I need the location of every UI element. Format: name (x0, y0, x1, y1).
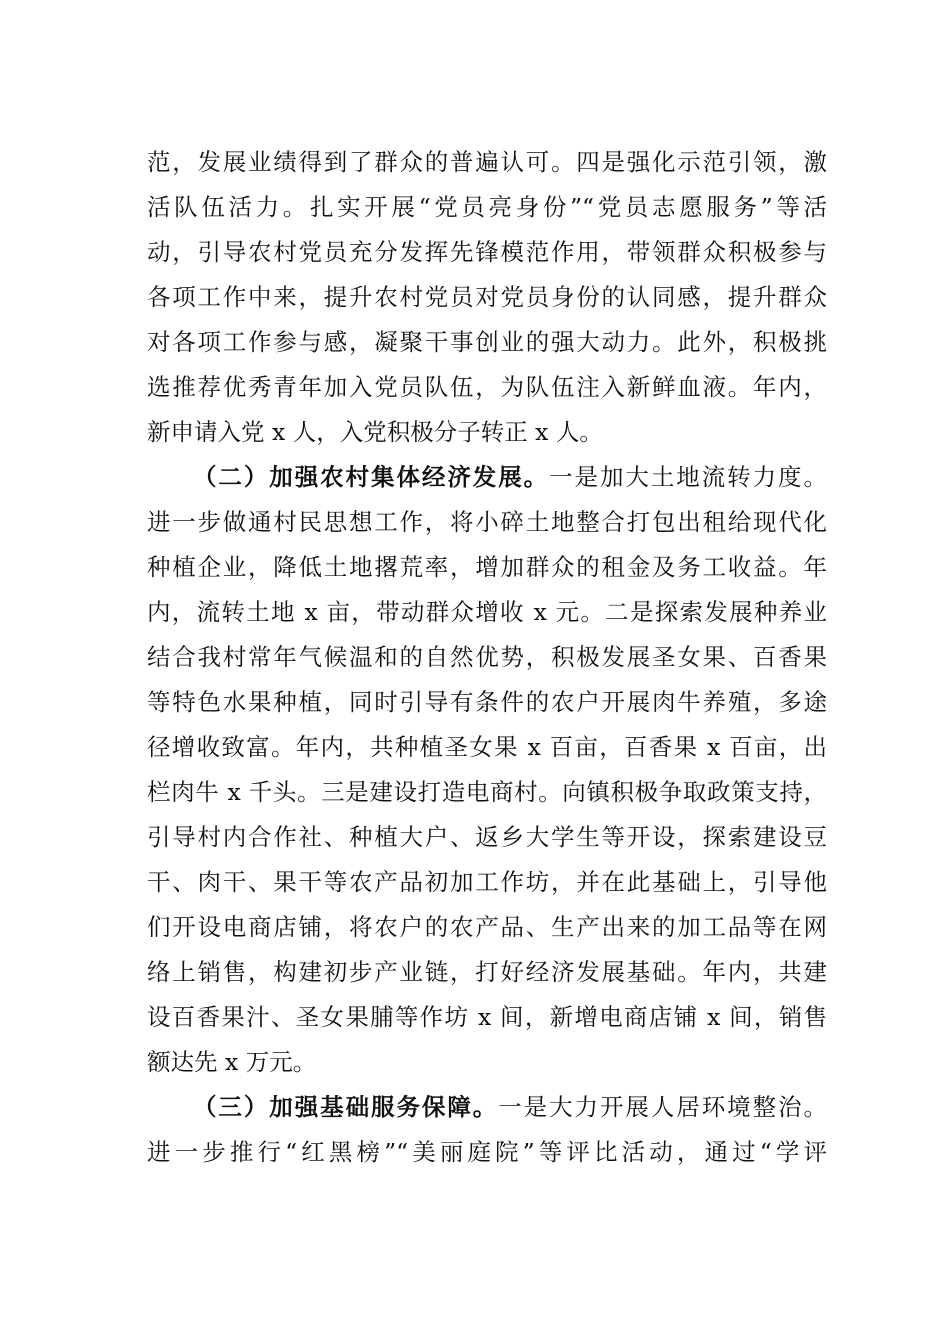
text-line: 径增收致富。年内，共种植圣女果 x 百亩，百香果 x 百亩，出 (147, 733, 827, 761)
text-line: 引导村内合作社、种植大户、返乡大学生等开设，探索建设豆 (147, 823, 827, 851)
section-heading: （三）加强基础服务保障。 (193, 1093, 499, 1121)
text-line: 进一步推行“红黑榜”“美丽庭院”等评比活动，通过“学评 (147, 1138, 827, 1166)
text-line: 各项工作中来，提升农村党员对党员身份的认同感，提升群众 (147, 283, 827, 311)
text-line: 对各项工作参与感，凝聚干事创业的强大动力。此外，积极挑 (147, 328, 827, 356)
section-heading-line (193, 457, 827, 497)
text-line: 栏肉牛 x 千头。三是建设打造电商村。向镇积极争取政策支持， (147, 778, 827, 806)
text-line: 结合我村常年气候温和的自然优势，积极发展圣女果、百香果 (147, 643, 827, 671)
text-line: 等特色水果种植，同时引导有条件的农户开展肉牛养殖，多途 (147, 688, 827, 716)
section-heading: （二）加强农村集体经济发展。 (193, 463, 550, 491)
text-line: 干、肉干、果干等农产品初加工作坊，并在此基础上，引导他 (147, 868, 827, 896)
text-line: 进一步做通村民思想工作，将小碎土地整合打包出租给现代化 (147, 508, 827, 536)
text-line: 新申请入党 x 人，入党积极分子转正 x 人。 (147, 418, 603, 446)
text-line: 种植企业，降低土地撂荒率，增加群众的租金及务工收益。年 (147, 553, 827, 581)
text-line: 动，引导农村党员充分发挥先锋模范作用，带领群众积极参与 (147, 238, 827, 266)
text-line: 们开设电商店铺，将农户的农产品、生产出来的加工品等在网 (147, 913, 827, 941)
section-heading-line (193, 1087, 827, 1127)
section-heading-rest: 一是加大土地流转力度。 (549, 463, 827, 491)
text-line: 络上销售，构建初步产业链，打好经济发展基础。年内，共建 (147, 958, 827, 986)
text-line: 额达先 x 万元。 (147, 1048, 317, 1076)
text-line: 设百香果汁、圣女果脯等作坊 x 间，新增电商店铺 x 间，销售 (147, 1003, 827, 1031)
text-line: 内，流转土地 x 亩，带动群众增收 x 元。二是探索发展种养业 (147, 598, 827, 626)
section-heading-rest: 一是大力开展人居环境整治。 (498, 1093, 827, 1121)
text-line: 范，发展业绩得到了群众的普遍认可。四是强化示范引领，激 (147, 148, 827, 176)
text-line: 选推荐优秀青年加入党员队伍，为队伍注入新鲜血液。年内， (147, 373, 827, 401)
text-line: 活队伍活力。扎实开展“党员亮身份”“党员志愿服务”等活 (147, 193, 827, 221)
